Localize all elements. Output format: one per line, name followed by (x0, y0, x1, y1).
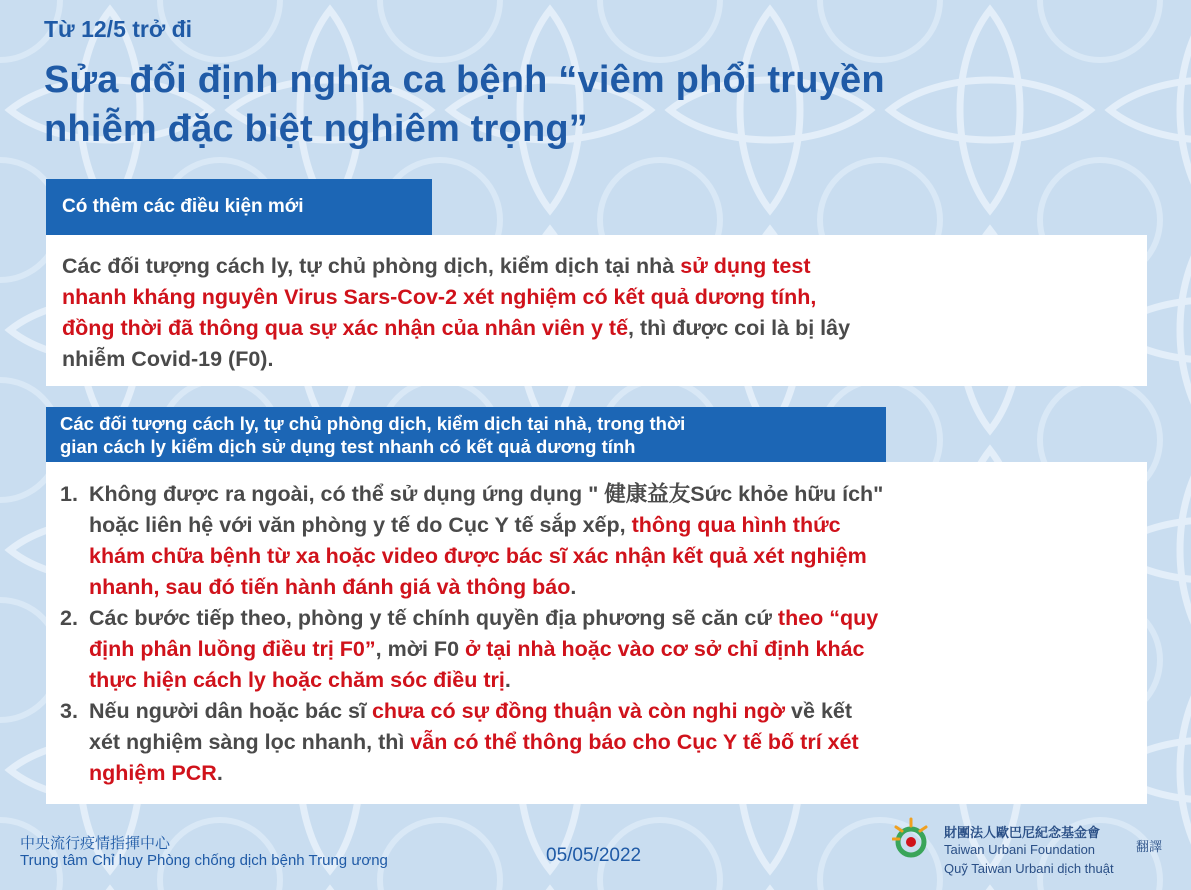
item-line (89, 758, 1133, 789)
text-segment: . (504, 668, 511, 692)
text-segment: Các đối tượng cách ly, tự chủ phòng dịch, kiểm dịch tại nhà (62, 254, 681, 278)
section-2-tag-line-2: gian cách ly kiểm dịch sử dụng test nhanh có kết quả dương tính (60, 436, 636, 457)
item-number: 1. (60, 482, 78, 506)
highlight-segment: khám chữa bệnh từ xa hoặc video được bác sĩ xác nhận kết quả xét nghiệm (89, 544, 867, 568)
item-line (89, 696, 1133, 727)
text-segment: xét nghiệm sàng lọc nhanh, thì (89, 730, 411, 754)
item-line (89, 603, 1133, 634)
section-1-tag: Có thêm các điều kiện mới (46, 179, 432, 235)
item-number: 2. (60, 606, 78, 630)
foundation-name-vietnamese: Quỹ Taiwan Urbani dịch thuật (944, 861, 1114, 876)
foundation-logo-icon (892, 817, 930, 859)
highlight-segment: vẫn có thể thông báo cho Cục Y tế bố trí xét (410, 730, 859, 754)
highlight-segment: sử dụng test (680, 254, 811, 278)
highlight-segment: ở tại nhà hoặc vào cơ sở chỉ định khác (465, 637, 865, 661)
page-title-line-2: nhiễm đặc biệt nghiêm trọng” (44, 108, 588, 150)
section-2-tag (46, 407, 886, 462)
highlight-segment: thông qua hình thức (631, 513, 841, 537)
highlight-segment: nhanh kháng nguyên Virus Sars-Cov-2 xét nghiệm có kết quả dương tính, (62, 285, 817, 309)
item-line (89, 727, 1133, 758)
highlight-segment: nhanh, sau đó tiến hành đánh giá và thông báo (89, 575, 571, 599)
text-segment: . (216, 761, 223, 785)
text-segment: , mời F0 (375, 637, 465, 661)
text-segment: , thì được coi là bị lây (628, 316, 851, 340)
text-segment: Không được ra ngoài, có thể sử dụng ứng dụng " 健康益友Sức khỏe hữu ích" (89, 482, 884, 506)
source-name-chinese: 中央流行疫情指揮中心 (20, 835, 171, 852)
section-1-line-3 (62, 313, 1133, 344)
section-1-line-4 (62, 344, 1133, 375)
section-1-line-1 (62, 251, 1133, 282)
highlight-segment: theo “quy (777, 606, 879, 630)
highlight-segment: thực hiện cách ly hoặc chăm sóc điều trị (89, 668, 505, 692)
item-line (89, 510, 1133, 541)
list-item (60, 696, 1133, 789)
source-name-vietnamese: Trung tâm Chỉ huy Phòng chống dịch bệnh Trung ương (20, 852, 388, 869)
highlight-segment: đồng thời đã thông qua sự xác nhận của nhân viên y tế (62, 316, 629, 340)
item-line (89, 665, 1133, 696)
highlight-segment: chưa có sự đồng thuận và còn nghi ngờ (371, 699, 786, 723)
text-segment: . (570, 575, 577, 599)
section-2-card (46, 462, 1147, 804)
page-title (44, 56, 1154, 154)
foundation-name-chinese: 財團法人歐巴尼紀念基金會 (944, 825, 1101, 840)
text-segment: Nếu người dân hoặc bác sĩ (89, 699, 372, 723)
highlight-segment: nghiệm PCR (89, 761, 217, 785)
text-segment: hoặc liên hệ với văn phòng y tế do Cục Y tế sắp xếp, (89, 513, 632, 537)
list-item (60, 479, 1133, 603)
translation-credit: 翻譯 (1136, 839, 1163, 854)
page-title-line-1: Sửa đổi định nghĩa ca bệnh “viêm phổi truyền (44, 59, 885, 101)
item-number: 3. (60, 699, 78, 723)
highlight-segment: định phân luồng điều trị F0” (89, 637, 376, 661)
text-segment: Các bước tiếp theo, phòng y tế chính quyền địa phương sẽ căn cứ (89, 606, 778, 630)
text-segment: nhiễm Covid-19 (F0). (62, 347, 274, 371)
section-2-tag-line-1: Các đối tượng cách ly, tự chủ phòng dịch, kiểm dịch tại nhà, trong thời (60, 413, 686, 434)
text-segment: về kết (785, 699, 853, 723)
section-1-line-2 (62, 282, 1133, 313)
date-kicker: Từ 12/5 trở đi (44, 16, 193, 42)
list-item (60, 603, 1133, 696)
section-1-card (46, 235, 1147, 386)
item-line (89, 634, 1133, 665)
publish-date: 05/05/2022 (546, 845, 642, 866)
item-line (89, 572, 1133, 603)
foundation-name-english: Taiwan Urbani Foundation (944, 842, 1096, 857)
